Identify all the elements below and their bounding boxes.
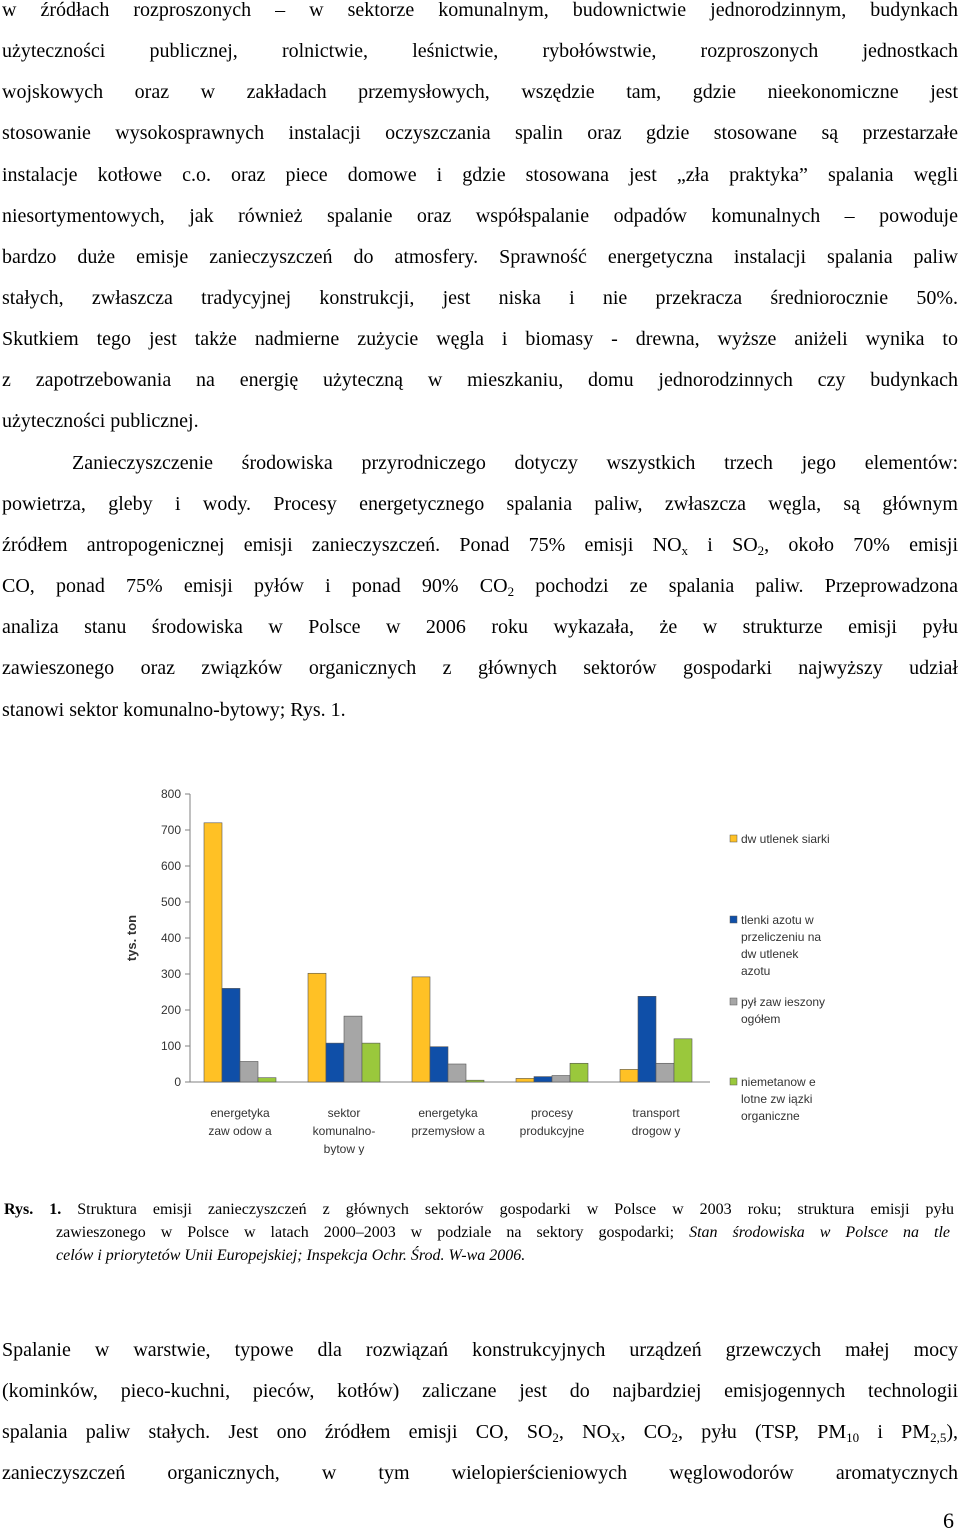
para1-line-9: Skutkiem tego jest także nadmierne zużycie węgla i biomasy - drewna, wyższe aniżeli wynika to (2, 328, 958, 350)
x-category-label: przemysłow a (411, 1124, 485, 1138)
bar (674, 1039, 692, 1082)
x-category-label: zaw odow a (208, 1124, 272, 1138)
figure-caption-line-3: celów i priorytetów Unii Europejskiej; Inspekcja Ochr. Środ. W-wa 2006. (56, 1247, 526, 1264)
legend-label: ogółem (741, 1012, 781, 1026)
y-tick-label: 300 (160, 967, 181, 981)
x-category-label: sektor (327, 1106, 361, 1120)
bar (516, 1078, 534, 1082)
legend-label: niemetanow e (741, 1075, 816, 1089)
bar (204, 823, 222, 1082)
legend-label: pył zaw ieszony (741, 995, 826, 1009)
legend-swatch (730, 998, 737, 1005)
para1-line-8: stałych, zwłaszcza tradycyjnej konstrukcji, jest niska i nie przekracza średniorocznie 50%. (2, 287, 958, 309)
y-tick-label: 700 (160, 823, 181, 837)
para2-line-2: powietrza, gleby i wody. Procesy energetycznego spalania paliw, zwłaszcza węgla, są głównym (2, 493, 958, 515)
y-tick-label: 100 (160, 1039, 181, 1053)
legend-label: tlenki azotu w (741, 913, 814, 927)
y-tick-label: 600 (160, 859, 181, 873)
legend-label: organiczne (741, 1109, 800, 1123)
bar (552, 1076, 570, 1082)
bar (344, 1016, 362, 1082)
bar (534, 1077, 552, 1082)
figure-label: Rys. 1. (4, 1201, 62, 1218)
legend-label: azotu (741, 964, 771, 978)
bar (620, 1069, 638, 1082)
bar (448, 1064, 466, 1082)
legend-label: dw utlenek siarki (741, 832, 830, 846)
bar (362, 1043, 380, 1082)
para2-line-5: analiza stanu środowiska w Polsce w 2006 roku wykazała, że w strukturze emisji pyłu (2, 616, 958, 638)
y-tick-label: 0 (174, 1075, 181, 1089)
legend-swatch (730, 916, 737, 923)
para1-line-5: instalacje kotłowe c.o. oraz piece domowe i gdzie stosowana jest „zła praktyka” spalania węgli (2, 164, 958, 186)
emissions-bar-chart (0, 770, 960, 1155)
page-number: 6 (943, 1508, 954, 1533)
para2-line-3: źródłem antropogenicznej emisji zanieczyszczeń. Ponad 75% emisji $NO_x$ i $SO_2$, około 70% emisji (2, 534, 959, 558)
x-category-label: komunalno- (312, 1124, 376, 1138)
para1-line-4: stosowanie wysokosprawnych instalacji oczyszczania spalin oraz gdzie stosowane są przestarzałe (2, 122, 958, 144)
bar (326, 1043, 344, 1082)
para1-line-11: użyteczności publicznej. (2, 410, 199, 432)
para1-line-2: użyteczności publicznej, rolnictwie, leśnictwie, rybołówstwie, rozproszonych jednostkach (2, 40, 958, 62)
bar (430, 1047, 448, 1082)
x-category-label: procesy (530, 1106, 574, 1120)
y-tick-label: 800 (160, 787, 181, 801)
y-axis-label: tys. ton (124, 914, 139, 962)
bar (656, 1063, 674, 1082)
chart-frame (118, 774, 848, 1152)
legend-label: dw utlenek (741, 947, 799, 961)
bar (570, 1063, 588, 1082)
x-category-label: produkcyjne (519, 1124, 585, 1138)
x-category-label: bytow y (323, 1142, 365, 1155)
y-tick-label: 400 (160, 931, 181, 945)
x-category-label: transport (632, 1106, 680, 1120)
bar (222, 988, 240, 1082)
para2-line-6: zawieszonego oraz związków organicznych z głównych sektorów gospodarki najwyższy udział (2, 657, 958, 679)
para2-line-1: Zanieczyszczenie środowiska przyrodniczego dotyczy wszystkich trzech jego elementów: (72, 452, 958, 474)
bar (308, 973, 326, 1082)
bar (240, 1061, 258, 1082)
x-category-label: drogow y (631, 1124, 681, 1138)
legend-swatch (730, 835, 737, 842)
figure-caption-line-2: zawieszonego w Polsce w latach 2000–2003 w podziale na sektory gospodarki; Stan środowiska w Polsce na tle (56, 1224, 951, 1241)
para3-line-3: spalania paliw stałych. Jest ono źródłem emisji CO, $SO_2$, $NO_X$, $CO_2$, pyłu (TSP, $PM_{10}$ i $PM_{2,5}$), (2, 1421, 959, 1445)
para1-line-1: w źródłach rozproszonych – w sektorze komunalnym, budownictwie jednorodzinnym, budynkach (2, 0, 958, 21)
bar (638, 996, 656, 1082)
x-category-label: energetyka (418, 1106, 478, 1120)
para3-line-4: zanieczyszczeń organicznych, w tym wielopierścieniowych węglowodorów aromatycznych (2, 1462, 958, 1484)
para2-line-7: stanowi sektor komunalno-bytowy; Rys. 1. (2, 699, 346, 721)
para1-line-10: z zapotrzebowania na energię użyteczną w mieszkaniu, domu jednorodzinnych czy budynkach (2, 369, 958, 391)
para3-line-2: (kominków, pieco-kuchni, pieców, kotłów) zaliczane jest do najbardziej emisjogennych technologii (2, 1380, 958, 1402)
para2-line-4: CO, ponad 75% emisji pyłów i ponad 90% $CO_2$ pochodzi ze spalania paliw. Przeprowadzona (2, 575, 959, 599)
legend-label: przeliczeniu na (741, 930, 822, 944)
para1-line-6: niesortymentowych, jak również spalanie oraz współspalanie odpadów komunalnych – powoduje (2, 205, 958, 227)
legend-swatch (730, 1078, 737, 1085)
para1-line-7: bardzo duże emisje zanieczyszczeń do atmosfery. Sprawność energetyczna instalacji spalania paliw (2, 246, 958, 268)
bar (258, 1078, 276, 1082)
y-tick-label: 500 (160, 895, 181, 909)
legend-label: lotne zw iązki (741, 1092, 813, 1106)
figure-caption-line-1: Rys. 1. Struktura emisji zanieczyszczeń z głównych sektorów gospodarki w Polsce w 2003 roku; struktura emisji pyłu (4, 1201, 954, 1218)
bar (412, 977, 430, 1082)
y-tick-label: 200 (160, 1003, 181, 1017)
bar (466, 1080, 484, 1082)
para3-line-1: Spalanie w warstwie, typowe dla rozwiązań konstrukcyjnych urządzeń grzewczych małej mocy (2, 1339, 958, 1361)
x-category-label: energetyka (210, 1106, 270, 1120)
para1-line-3: wojskowych oraz w zakładach przemysłowych, wszędzie tam, gdzie nieekonomiczne jest (2, 81, 958, 103)
